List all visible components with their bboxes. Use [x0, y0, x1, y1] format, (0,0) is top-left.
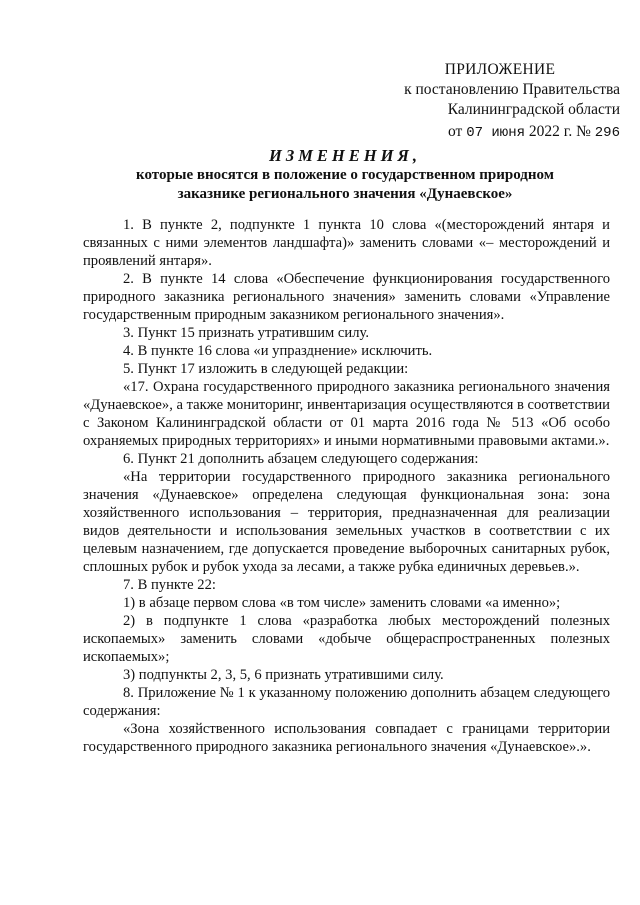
paragraph-1: 1. В пункте 2, подпункте 1 пункта 10 слова «(месторождений янтаря и связанных с ними элементов ландшафта)» заменить словами «– месторождений и проявлений янтаря».	[83, 217, 610, 269]
appendix-line-2: Калининградской области	[447, 101, 620, 118]
paragraph-5: 5. Пункт 17 изложить в следующей редакции:	[123, 361, 409, 377]
paragraph-7-item-3: 3) подпункты 2, 3, 5, 6 признать утратившими силу.	[123, 667, 444, 683]
paragraph-4: 4. В пункте 16 слова «и упразднение» исключить.	[123, 343, 433, 359]
date-year: 2022 г. №	[528, 123, 591, 140]
document-title: ИЗМЕНЕНИЯ,	[269, 146, 421, 165]
subtitle-line-2: заказнике регионального значения «Дунаевское»	[177, 186, 513, 202]
paragraph-8-quote: «Зона хозяйственного использования совпадает с границами территории государственного природного заказника регионального значения «Дунаевское».».	[83, 721, 610, 755]
document-subtitle	[100, 166, 590, 204]
appendix-line-1: к постановлению Правительства	[404, 81, 620, 98]
paragraph-6: 6. Пункт 21 дополнить абзацем следующего содержания:	[123, 451, 479, 467]
paragraph-6-quote: «На территории государственного природного заказника регионального значения «Дунаевское» определена следующая функциональная зона: зона хозяйственного использования – территория, предназначенная для реализации видов деятельности и использования земельных участков в соответствии с их целевым назначением, где допускается проведение выборочных санитарных рубок, сплошных рубок и рубок ухода за лесами, а также рубка единичных деревьев.».	[83, 469, 610, 575]
date-value: 07 июня	[466, 125, 525, 141]
paragraph-3: 3. Пункт 15 признать утратившим силу.	[123, 325, 369, 341]
paragraph-8: 8. Приложение № 1 к указанному положению дополнить абзацем следующего содержания:	[83, 685, 610, 719]
appendix-date-line	[360, 122, 620, 143]
subtitle-line-1: которые вносятся в положение о государственном природном	[136, 167, 554, 183]
paragraph-7: 7. В пункте 22:	[123, 577, 216, 593]
paragraph-5-quote: «17. Охрана государственного природного заказника регионального значения «Дунаевское», а также мониторинг, инвентаризация осуществляются в соответствии с Законом Калининградской области от 01 марта 2016 года № 513 «Об особо охраняемых природных территориях» и иными нормативными правовыми актами.».	[83, 379, 610, 449]
paragraph-2: 2. В пункте 14 слова «Обеспечение функционирования государственного природного заказника регионального значения» заменить словами «Управление государственным природным заказником регионального значения».	[83, 271, 610, 323]
decree-number: 296	[594, 125, 620, 141]
date-prefix: от	[447, 123, 463, 140]
appendix-title: ПРИЛОЖЕНИЕ	[444, 61, 556, 78]
paragraph-7-item-2: 2) в подпункте 1 слова «разработка любых месторождений полезных ископаемых» заменить словами «добыче общераспространенных полезных ископаемых»;	[83, 613, 610, 665]
paragraph-7-item-1: 1) в абзаце первом слова «в том числе» заменить словами «а именно»;	[123, 595, 561, 611]
document-body	[83, 216, 610, 756]
approval-header	[360, 60, 620, 143]
